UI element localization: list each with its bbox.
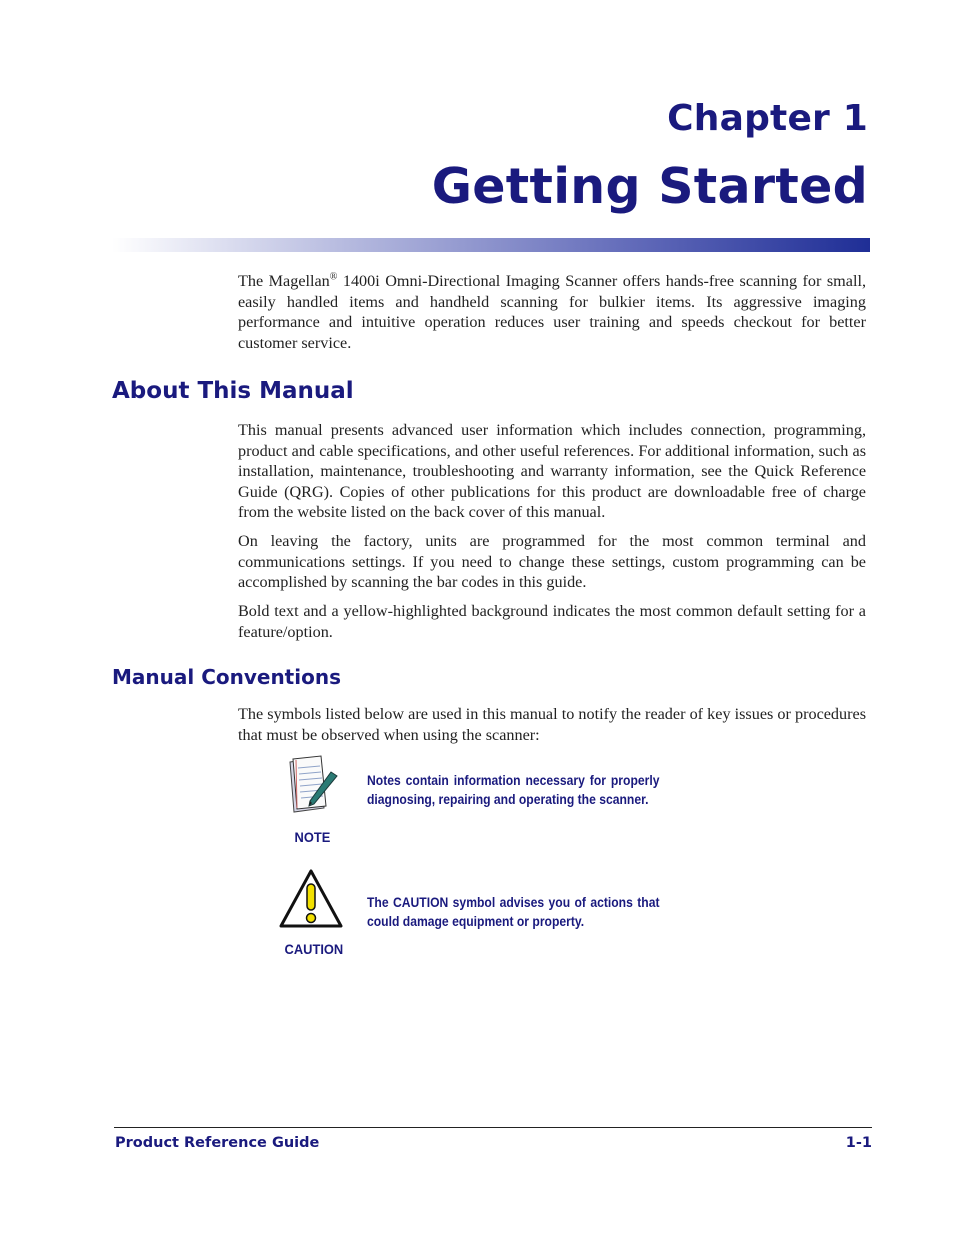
conventions-intro: The symbols listed below are used in this manual to notify the reader of key issues or procedures that must be observed when using the scanner: (238, 705, 866, 744)
note-label: NOTE (294, 829, 331, 845)
note-description: Notes contain information necessary for properly diagnosing, repairing and operating the scanner. (367, 773, 660, 807)
chapter-divider-bar (112, 238, 870, 252)
about-paragraph-1: This manual presents advanced user information which includes connection, programming, product and cable specifications, and other useful references. For additional information, such as installation, maintenance, troubleshooting and warranty information, see the Quick Reference Guide (QRG). Copies of other publications for this product are downloadable free of charge from the website listed on the back cover of this manual. (238, 421, 866, 521)
intro-paragraph: The Magellan® 1400i Omni-Directional Imaging Scanner offers hands-free scanning for small, easily handled items and handheld scanning for bulkier items. Its aggressive imaging performance and intuitive operation reduces user training and speeds checkout for better customer service. (238, 271, 867, 352)
about-paragraph-3: Bold text and a yellow-highlighted background indicates the most common default setting for a feature/option. (238, 602, 866, 641)
footer-rule (114, 1127, 872, 1128)
section-heading-conventions: Manual Conventions (112, 665, 341, 689)
footer-guide-title: Product Reference Guide (115, 1135, 320, 1151)
notepad-pen-icon (284, 754, 342, 814)
about-paragraph-2: On leaving the factory, units are programmed for the most common terminal and communications settings. If you need to change these settings, custom programming can be accomplished by scanning the bar codes in this guide. (238, 532, 866, 591)
caution-label: CAUTION (284, 941, 344, 957)
chapter-label: Chapter 1 (667, 98, 868, 139)
footer-page-number: 1-1 (845, 1135, 872, 1151)
chapter-title: Getting Started (431, 158, 868, 215)
warning-triangle-icon (278, 868, 344, 930)
section-heading-about: About This Manual (112, 378, 354, 404)
caution-description: The CAUTION symbol advises you of actions that could damage equipment or property. (367, 895, 660, 929)
registered-mark: ® (329, 271, 338, 283)
